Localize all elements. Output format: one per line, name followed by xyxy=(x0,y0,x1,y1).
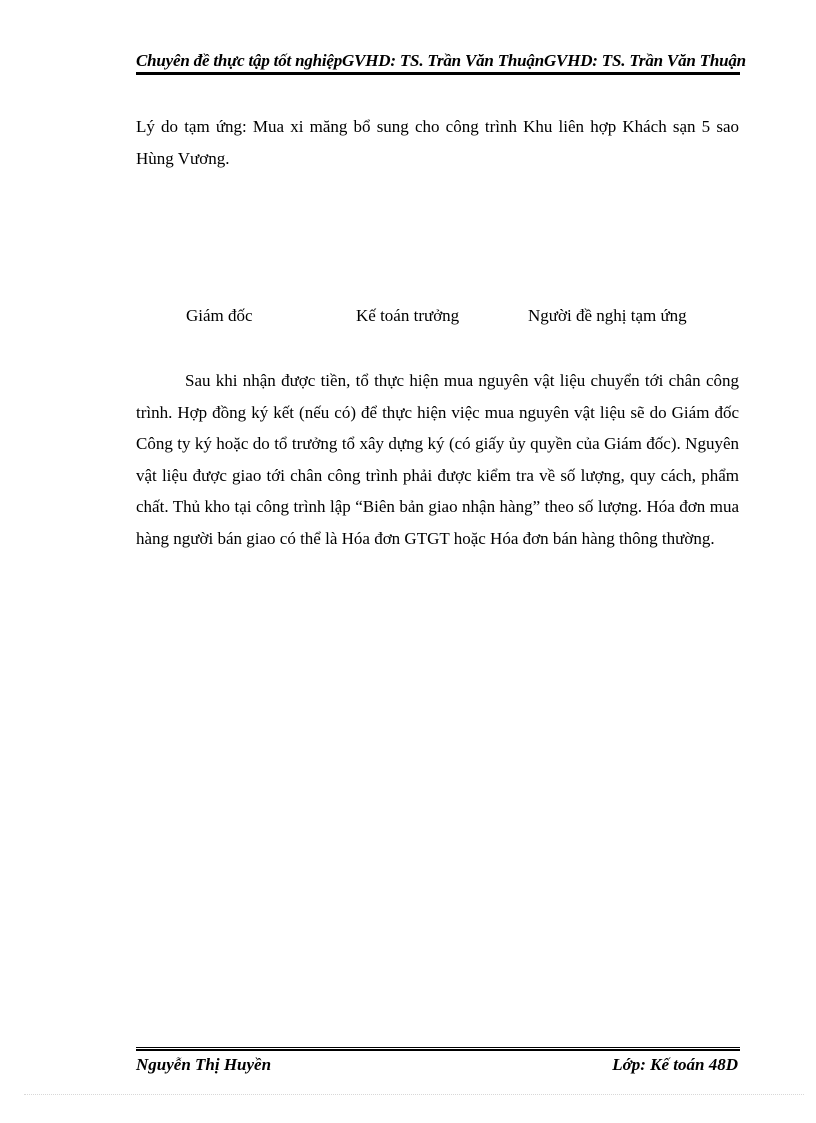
header-text xyxy=(136,48,816,74)
body-paragraph: Sau khi nhận được tiền, tổ thực hiện mua nguyên vật liệu chuyển tới chân công trình. Hợp đồng ký kết (nếu có) để thực hiện việc mua nguyên vật liệu sẽ do Giám đốc Công ty ký hoặc do tổ trưởng tổ xây dựng ký (có giấy ủy quyền của Giám đốc). Nguyên vật liệu được giao tới chân công trình phải được kiểm tra về số lượng, quy cách, phẩm chất. Thủ kho tại công trình lập “Biên bản giao nhận hàng” theo số lượng. Hóa đơn mua hàng người bán giao có thể là Hóa đơn GTGT hoặc Hóa đơn bán hàng thông thường. xyxy=(136,371,739,548)
footer-class: Lớp: Kế toán 48D xyxy=(612,1055,738,1074)
footer-author: Nguyễn Thị Huyền xyxy=(136,1055,272,1074)
signature-requester: Người đề nghị tạm ứng xyxy=(528,306,687,325)
header-rule xyxy=(136,72,740,75)
signature-chief-accountant: Kế toán trưởng xyxy=(356,306,460,325)
signature-director: Giám đốc xyxy=(186,306,253,325)
header-thesis-title: Chuyên đề thực tập tốt nghiệp xyxy=(136,51,343,70)
reason-paragraph: Lý do tạm ứng: Mua xi măng bổ sung cho công trình Khu liên hợp Khách sạn 5 sao Hùng Vương. xyxy=(136,117,739,168)
footer-rule xyxy=(136,1047,740,1051)
signature-row xyxy=(0,301,816,331)
header-advisor-repeat: GVHD: TS. Trần Văn Thuận xyxy=(543,51,746,70)
page-edge xyxy=(24,1094,804,1095)
page-header xyxy=(136,48,816,74)
header-advisor: GVHD: TS. Trần Văn Thuận xyxy=(342,51,544,70)
